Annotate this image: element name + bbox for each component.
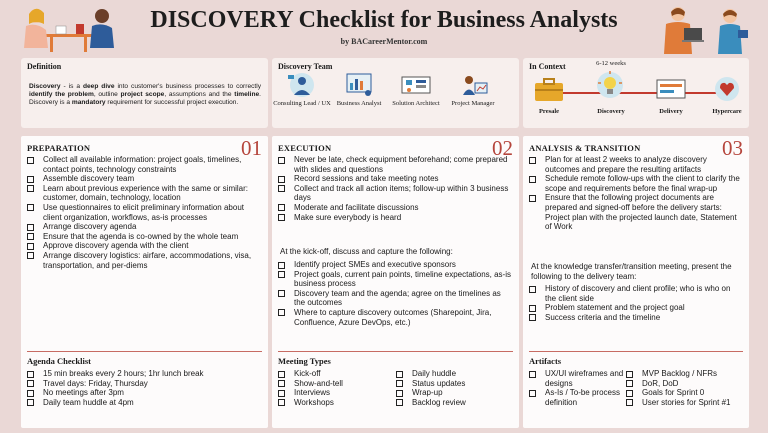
definition-text	[29, 83, 261, 107]
page-title: DISCOVERY Checklist for Business Analysts	[150, 7, 618, 33]
definition-keyword: deep dive	[82, 83, 115, 90]
meeting-types-grid	[278, 369, 513, 407]
checklist-item: Daily team huddle at 4pm	[27, 398, 262, 408]
checklist-item: Show-and-tell	[278, 379, 396, 389]
checklist-item: Collect and track all action items; follow-up within 3 business days	[278, 184, 513, 203]
definition-keyword: project scope	[120, 91, 165, 98]
meeting-types-title: Meeting Types	[278, 356, 331, 366]
divider	[529, 351, 743, 352]
context-title: In Context	[529, 62, 566, 71]
checklist-item: Assemble discovery team	[27, 174, 262, 184]
team-member-consulting-lead	[272, 71, 332, 107]
checklist-item: Problem statement and the project goal	[529, 303, 743, 313]
checklist-item: Never be late, check equipment beforehand; come prepared with slides and questions	[278, 155, 513, 174]
artifacts-col1	[529, 369, 626, 407]
checklist-item: Where to capture discovery outcomes (Sharepoint, Jira, Confluence, Azure DevOps, etc.)	[278, 308, 513, 327]
consulting-lead-icon	[284, 71, 320, 99]
checklist-item: Kick-off	[278, 369, 396, 379]
context-stage-delivery: Delivery	[659, 108, 683, 115]
checklist-item: Plan for at least 2 weeks to analyze discovery outcomes and prepare the resulting artifacts	[529, 155, 743, 174]
definition-fragment: . Discovery is a	[29, 91, 262, 106]
team-label: Solution Architect	[392, 100, 440, 107]
agenda-checklist-title: Agenda Checklist	[27, 356, 91, 366]
panel-analysis-transition	[523, 136, 749, 428]
context-stage-discovery: Discovery	[597, 108, 625, 115]
team-member-business-analyst	[329, 71, 389, 107]
business-analyst-icon	[341, 71, 377, 99]
team-member-project-manager	[443, 71, 503, 107]
checklist	[27, 155, 262, 270]
people-laptop-illustration	[650, 4, 758, 56]
divider	[27, 351, 262, 352]
byline: by BACareerMentor.com	[340, 37, 428, 46]
context-stage-presale: Presale	[538, 108, 560, 115]
context-arrow-line	[556, 92, 728, 94]
checklist-item: Use questionnaires to elicit preliminary information about client organization, workflows, as-is processes	[27, 203, 262, 222]
team-member-solution-architect	[386, 71, 446, 107]
panel-title: EXECUTION	[278, 143, 332, 153]
checklist-item: History of discovery and client profile; who is who on the client side	[529, 284, 743, 303]
panel-execution	[272, 136, 519, 428]
checklist-item: Daily huddle	[396, 369, 513, 379]
panel-title: ANALYSIS & TRANSITION	[529, 143, 641, 153]
checklist-item: Identify project SMEs and executive sponsors	[278, 260, 513, 270]
definition-fragment: - is a	[60, 83, 83, 90]
definition-title: Definition	[27, 62, 62, 71]
checklist-item: Arrange discovery agenda	[27, 222, 262, 232]
team-label: Business Analyst	[336, 100, 382, 107]
checklist-item: Goals for Sprint 0	[626, 388, 743, 398]
checklist-item: MVP Backlog / NFRs	[626, 369, 743, 379]
project-manager-icon	[455, 71, 491, 99]
team-box	[272, 58, 519, 128]
artifacts-title: Artifacts	[529, 356, 562, 366]
team-label: Project Manager	[451, 100, 495, 107]
checklist-item: Ensure that the agenda is co-owned by the whole team	[27, 232, 262, 242]
transition-checklist	[529, 284, 743, 322]
checklist-item: Approve discovery agenda with the client	[27, 241, 262, 251]
agenda-checklist	[27, 369, 262, 407]
solution-architect-icon	[398, 71, 434, 99]
team-label: Consulting Lead / UX	[273, 100, 331, 107]
checklist-item: Success criteria and the timeline	[529, 313, 743, 323]
transition-text: At the knowledge transfer/transition meeting, present the following to the delivery team:	[531, 262, 732, 281]
definition-fragment: into customer's business processes to correctly	[114, 83, 262, 90]
checklist	[529, 155, 743, 232]
delivery-icon	[654, 74, 688, 104]
definition-fragment: requirement for successful project execution.	[105, 99, 239, 106]
panel-number: 02	[492, 136, 513, 160]
checklist-item: As-Is / To-be process definition	[529, 388, 626, 407]
panel-title: PREPARATION	[27, 143, 91, 153]
checklist-item: Interviews	[278, 388, 396, 398]
definition-fragment: , outline	[93, 91, 121, 98]
panel-number: 03	[722, 136, 743, 160]
checklist-item: Make sure everybody is heard	[278, 213, 513, 223]
panel-preparation	[21, 136, 268, 428]
definition-box	[21, 58, 268, 128]
checklist-item: Record sessions and take meeting notes	[278, 174, 513, 184]
kickoff-text: At the kick-off, discuss and capture the following:	[280, 247, 453, 256]
definition-keyword: mandatory	[71, 99, 106, 106]
checklist-item: Ensure that the following project documents are prepared and signed-off before the delivery starts: Project plan with the projected launch date, Statement of Work	[529, 193, 743, 231]
kickoff-checklist	[278, 260, 513, 327]
hypercare-icon	[712, 74, 742, 104]
discovery-icon	[593, 69, 627, 105]
checklist-item: Backlog review	[396, 398, 513, 408]
panel-number: 01	[241, 136, 262, 160]
definition-keyword: identify the problem	[29, 91, 94, 98]
checklist-item: Learn about previous experience with the same or similar: customer, domain, technology, location	[27, 184, 262, 203]
checklist-item: 15 min breaks every 2 hours; 1hr lunch break	[27, 369, 262, 379]
presale-icon	[532, 76, 566, 104]
definition-keyword: Discovery	[29, 83, 61, 90]
team-title: Discovery Team	[278, 62, 333, 71]
definition-fragment: , assumptions and the	[164, 91, 235, 98]
checklist-item: Wrap-up	[396, 388, 513, 398]
context-duration: 6-12 weeks	[596, 60, 626, 67]
checklist-item: Discovery team and the agenda; agree on the timelines as the outcomes	[278, 289, 513, 308]
checklist-item: Schedule remote follow-ups with the client to clarify the scope and requirements before the final wrap-up	[529, 174, 743, 193]
checklist-item: Arrange discovery logistics: airfare, accommodations, visa, transportation, and per-diems	[27, 251, 262, 270]
checklist-item: Workshops	[278, 398, 396, 408]
meeting-types-col2	[396, 369, 513, 407]
divider	[278, 351, 513, 352]
context-stage-hypercare: Hypercare	[712, 108, 742, 115]
checklist-item: No meetings after 3pm	[27, 388, 262, 398]
checklist-item: Collect all available information: project goals, timelines, contact points, technology constraints	[27, 155, 262, 174]
checklist-item: Status updates	[396, 379, 513, 389]
checklist-item: Project goals, current pain points, timeline expectations, as-is business process	[278, 270, 513, 289]
header	[0, 0, 768, 56]
meeting-types-col1	[278, 369, 396, 407]
definition-keyword: timeline	[234, 91, 260, 98]
checklist-item: Travel days: Friday, Thursday	[27, 379, 262, 389]
checklist-item: DoR, DoD	[626, 379, 743, 389]
checklist-item: UX/UI wireframes and designs	[529, 369, 626, 388]
artifacts-col2	[626, 369, 743, 407]
checklist-item: User stories for Sprint #1	[626, 398, 743, 408]
checklist	[278, 155, 513, 222]
artifacts-grid	[529, 369, 743, 407]
checklist-item: Moderate and facilitate discussions	[278, 203, 513, 213]
